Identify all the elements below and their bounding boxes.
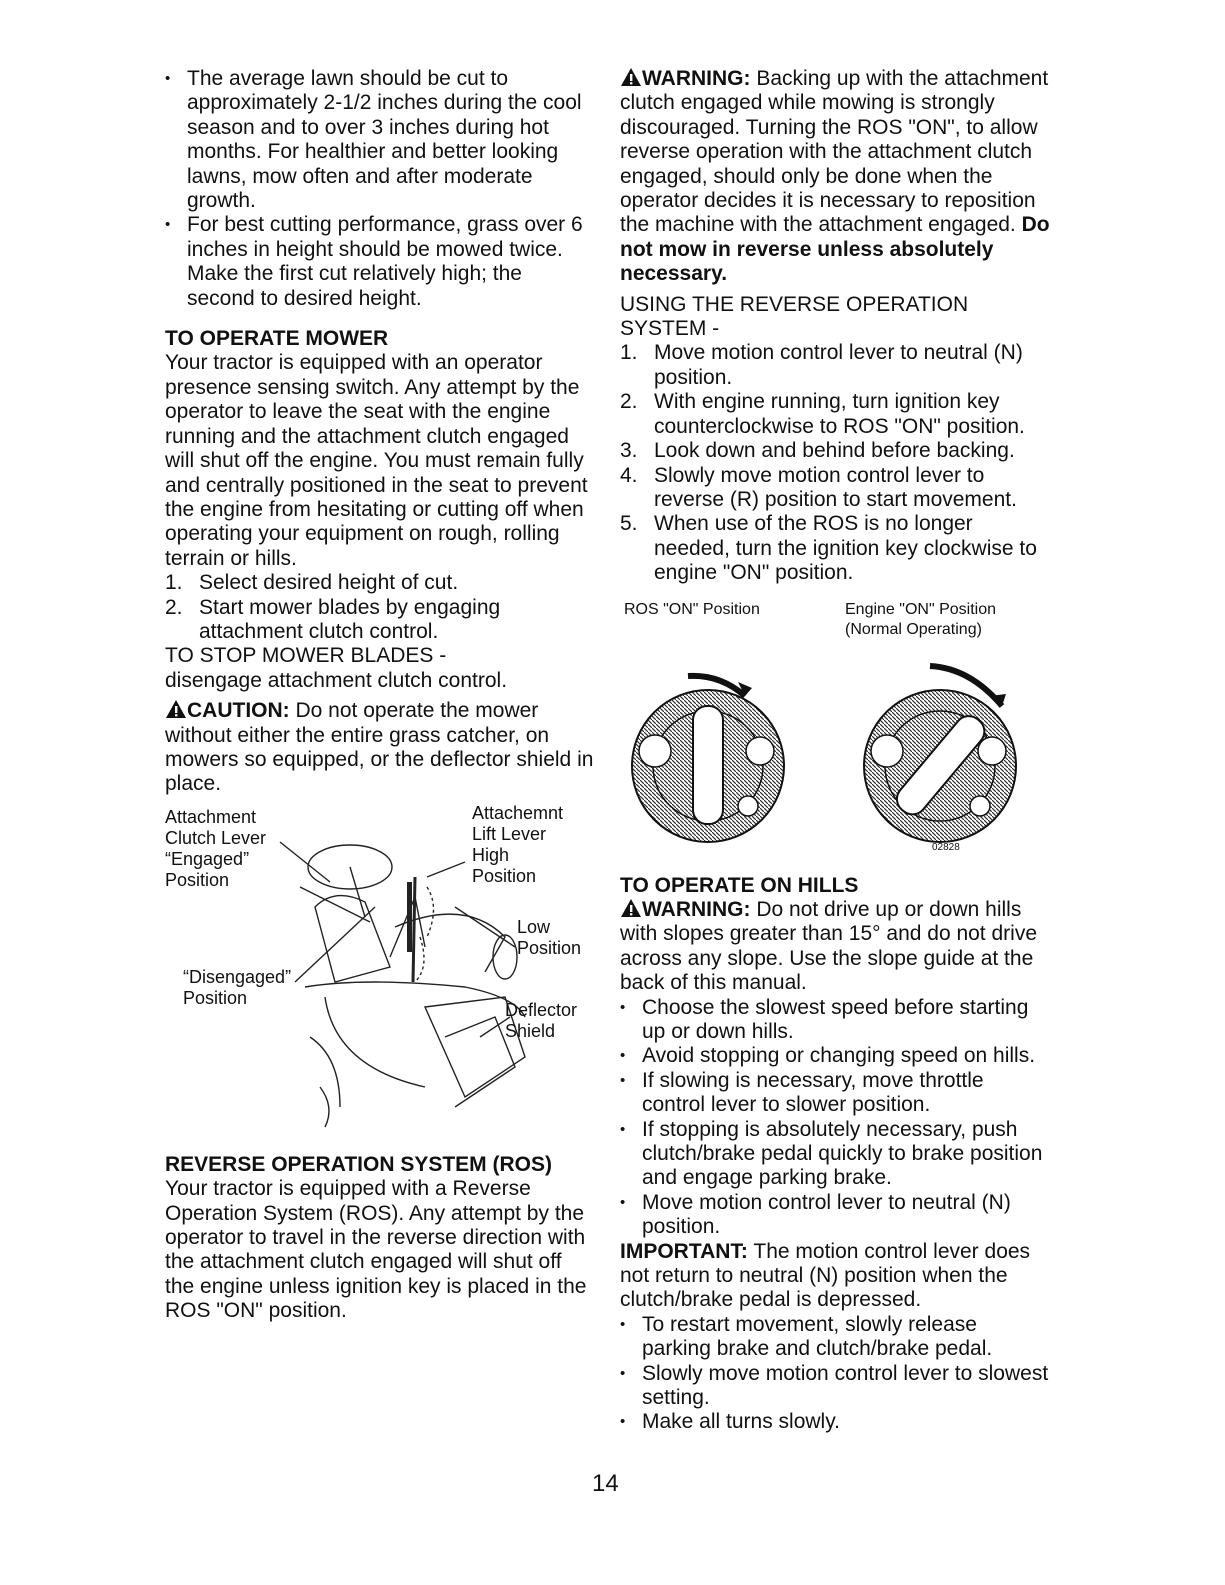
list-item: • For best cutting performance, grass over 6 inches in height should be mowed twice. Make the first cut relatively high; the second to desired height. — [165, 213, 595, 311]
list-item: • Avoid stopping or changing speed on hills. — [620, 1044, 1050, 1068]
list-item: • Choose the slowest speed before starting up or down hills. — [620, 996, 1050, 1045]
label-clutch-engaged: Attachment Clutch Lever “Engaged” Position — [165, 806, 267, 890]
list-item: 2. Start mower blades by engaging attachment clutch control. — [165, 595, 501, 643]
list-item: • If slowing is necessary, move throttle control lever to slower position. — [620, 1069, 1050, 1118]
page-number: 14 — [592, 1470, 619, 1497]
warning-triangle-icon — [620, 67, 642, 87]
label-ros-on: ROS "ON" Position — [624, 600, 760, 618]
label-disengaged: “Disengaged” Position — [183, 966, 292, 1008]
list-item: • Make all turns slowly. — [620, 1410, 1050, 1434]
paragraph: Your tractor is equipped with a Reverse Operation System (ROS). Any attempt by the operator to travel in the reverse direction with the attachment clutch engaged will shut off the engine unless ignition key is placed in the ROS "ON" position. — [165, 1177, 587, 1323]
paragraph: disengage attachment clutch control. — [165, 668, 508, 692]
warning-label: WARNING: — [642, 67, 751, 90]
important-block — [620, 1240, 1050, 1313]
label-deflector-shield: Deflector Shield — [505, 999, 578, 1041]
important-text: The motion control lever does not return to neutral (N) position when the clutch/brake pedal is depressed. — [620, 1239, 1031, 1312]
warning-text: Backing up with the attachment clutch engaged while mowing is strongly discouraged. Turning the ROS "ON", to allow reverse operation with the attachment clutch engaged, should only be done when the operator decides it is necessary to reposition the machine with the attachment engaged. — [620, 67, 1049, 237]
ignition-key-figure — [620, 600, 1050, 862]
warning-bold-text: Do not mow in reverse unless absolutely necessary. — [620, 213, 1050, 286]
ignition-switch-illustration — [620, 656, 1050, 856]
subheading: TO STOP MOWER BLADES - — [165, 644, 447, 668]
label-low-position: Low Position — [517, 916, 582, 958]
list-item: • To restart movement, slowly release parking brake and clutch/brake pedal. — [620, 1313, 1050, 1362]
list-item: 5. When use of the ROS is no longer needed, turn the ignition key clockwise to engine "ON" position. — [620, 512, 1037, 585]
left-column — [165, 67, 595, 1324]
label-lift-lever: Attachemnt Lift Lever High Position — [472, 802, 564, 886]
label-engine-on: Engine "ON" Position (Normal Operating) — [845, 600, 996, 638]
list-item: 1. Move motion control lever to neutral (N) position. — [620, 341, 1023, 389]
paragraph: Your tractor is equipped with an operator presence sensing switch. Any attempt by the operator to leave the seat with the engine running and the attachment clutch engaged will shut off the engine. You must remain fully and centrally positioned in the seat to prevent the engine from hesitating or cutting off when operating your equipment on rough, rolling terrain or hills. — [165, 351, 588, 570]
caution-label: CAUTION: — [187, 699, 290, 723]
figure-code: 02828 — [932, 841, 960, 853]
mower-lever-figure — [165, 802, 595, 1137]
subheading: USING THE REVERSE OPERATION SYSTEM - — [620, 292, 969, 341]
warning-block — [620, 898, 1050, 996]
warning-triangle-icon — [620, 898, 642, 918]
section-heading: TO OPERATE ON HILLS — [620, 873, 859, 897]
list-item: 2. With engine running, turn ignition key counterclockwise to ROS "ON" position. — [620, 390, 1025, 438]
warning-triangle-icon — [165, 699, 187, 719]
section-heading: REVERSE OPERATION SYSTEM (ROS) — [165, 1152, 552, 1176]
section-heading: TO OPERATE MOWER — [165, 327, 389, 351]
list-item: • Move motion control lever to neutral (N) position. — [620, 1191, 1050, 1240]
list-item: • If stopping is absolutely necessary, push clutch/brake pedal quickly to brake position and engage parking brake. — [620, 1118, 1050, 1191]
list-item: 3. Look down and behind before backing. — [620, 439, 1015, 463]
warning-text: Do not drive up or down hills with slopes greater than 15° and do not drive across any slope. Use the slope guide at the back of this manual. — [620, 897, 1037, 995]
warning-block — [620, 67, 1050, 287]
important-label: IMPORTANT: — [620, 1239, 748, 1263]
list-item: • The average lawn should be cut to approximately 2-1/2 inches during the cool season and to over 3 inches during hot months. For healthier and better looking lawns, mow often and after moderate growth. — [165, 67, 595, 213]
caution-text: Do not operate the mower without either the entire grass catcher, on mowers so equipped, or the deflector shield in place. — [165, 699, 594, 796]
caution-block — [165, 699, 595, 797]
right-column — [620, 67, 1050, 1435]
ros-switch-dial — [632, 675, 784, 841]
list-item: 4. Slowly move motion control lever to reverse (R) position to start movement. — [620, 463, 1017, 511]
warning-label: WARNING: — [642, 897, 751, 921]
list-item: • Slowly move motion control lever to slowest setting. — [620, 1362, 1050, 1411]
engine-switch-dial — [864, 666, 1016, 842]
list-item: 1. Select desired height of cut. — [165, 571, 459, 595]
